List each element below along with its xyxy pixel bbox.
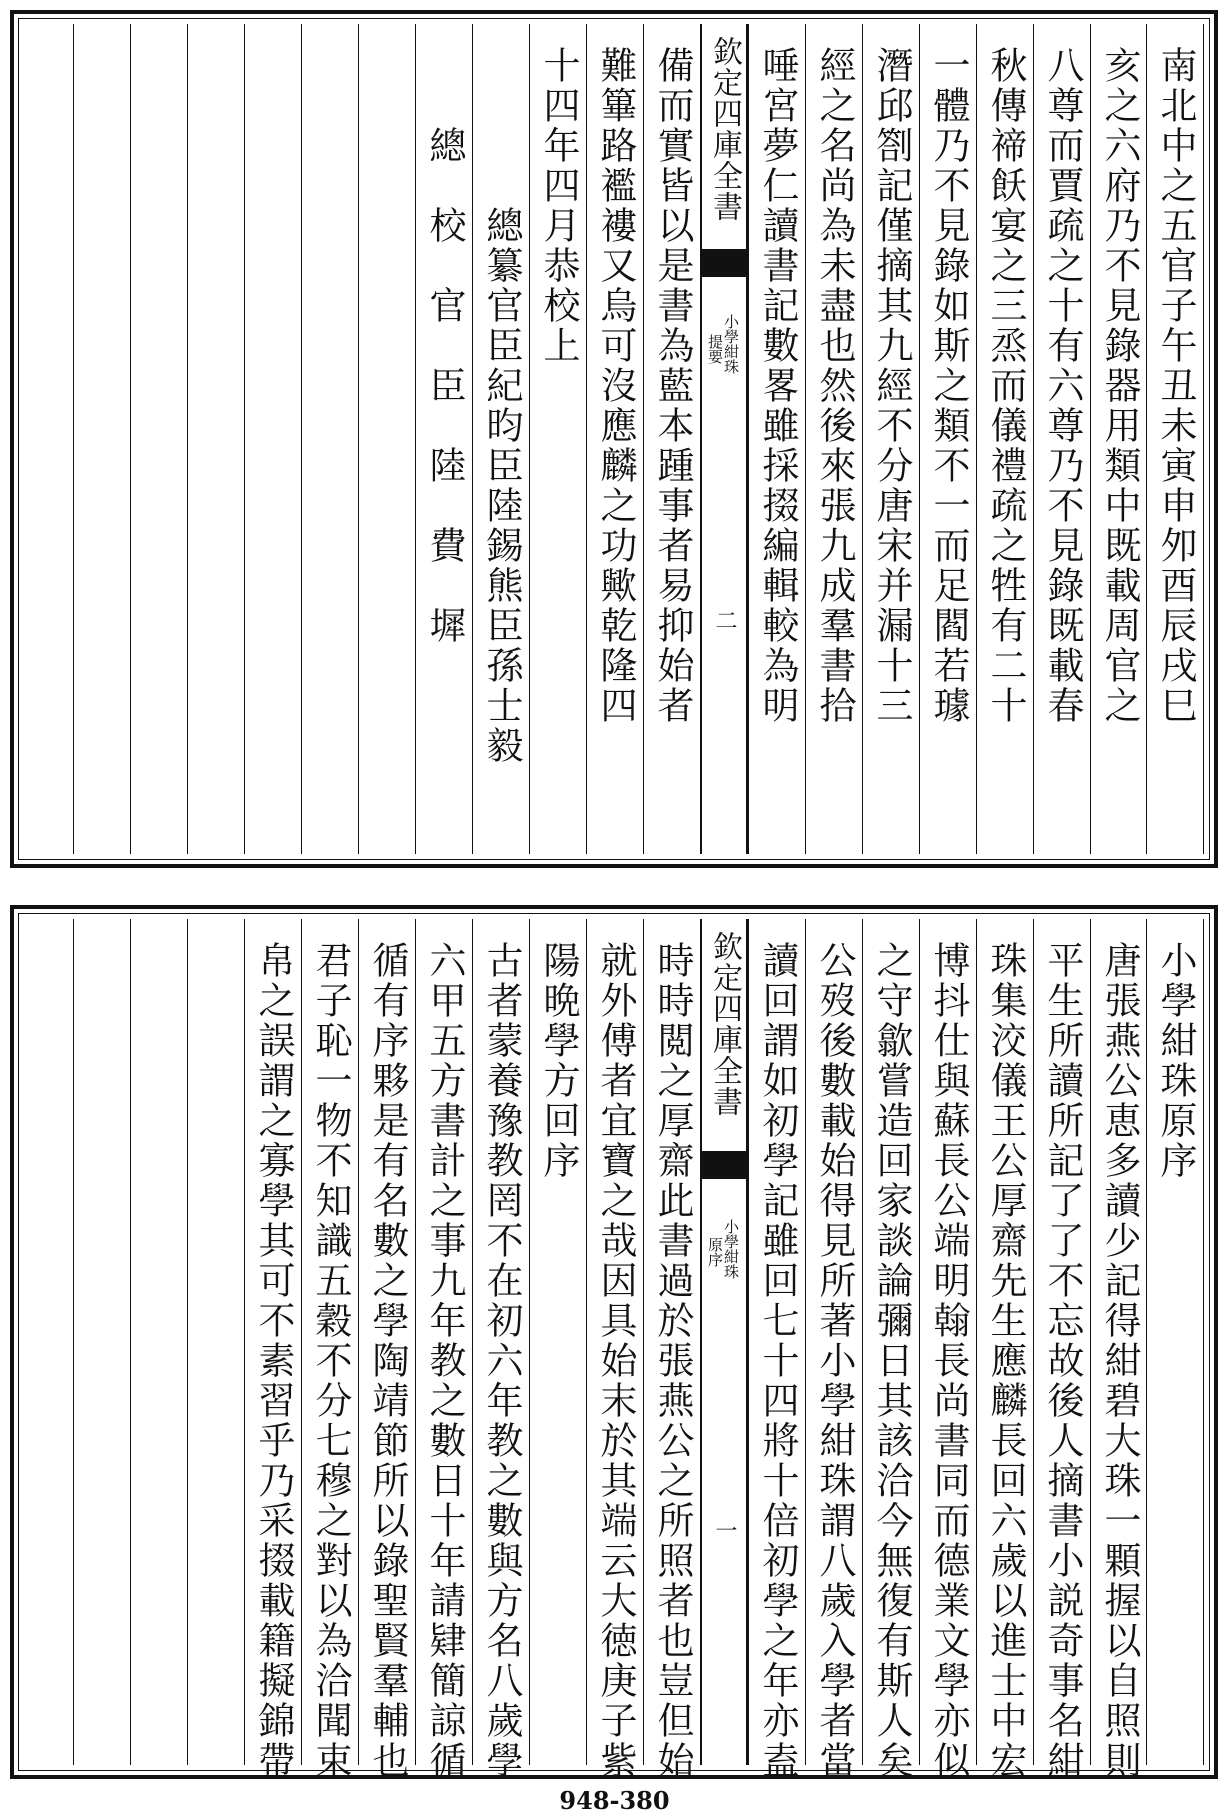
preface-title: 小學紺珠原序 (1154, 941, 1197, 1181)
text-column (919, 919, 976, 1781)
text-column (1146, 24, 1204, 854)
center-fold (700, 919, 748, 1765)
text-column (244, 919, 301, 1781)
text-column (976, 24, 1033, 854)
column-text: 總纂官臣紀昀臣陸錫熊臣孫士毅 (480, 46, 523, 766)
text-column (73, 919, 130, 1765)
text-column (862, 24, 919, 854)
column-text: 秋傳禘飫宴之三烝而儀禮疏之牲有二十 (984, 46, 1027, 726)
text-column (919, 24, 976, 854)
column-text: 珠集洨儀王公厚齋先生應麟長回六歲以進士中宏 (984, 941, 1027, 1781)
text-column (643, 24, 700, 854)
page-number: 948-380 (559, 1786, 670, 1815)
text-column (244, 24, 301, 854)
text-column (529, 24, 586, 854)
text-column (586, 919, 643, 1781)
column-text: 循有序夥是有名數之學陶靖節所以錄聖賢羣輔也 (366, 941, 409, 1781)
text-column (1033, 919, 1090, 1781)
text-column (472, 24, 529, 854)
text-column (1146, 919, 1204, 1765)
column-text: 總 校 官 臣 陸 費 墀 (423, 46, 466, 646)
column-text: 亥之六府乃不見錄器用類中既載周官之 (1098, 46, 1141, 726)
center-subtitle: 小學紺珠 (722, 1219, 740, 1279)
text-column (586, 24, 643, 854)
text-column (301, 919, 358, 1781)
column-text: 平生所讀所記了了不忘故後人摘書小説奇事名紺 (1041, 941, 1084, 1781)
text-column (1090, 919, 1147, 1781)
fishtail-mark (702, 249, 746, 277)
column-text: 十四年四月恭校上 (537, 46, 580, 366)
bottom-page (10, 905, 1218, 1779)
column-text: 帛之誤謂之寡學其可不素習乎乃采掇載籍擬錦帶 (252, 941, 295, 1781)
bottom-page-body (24, 919, 1204, 1781)
column-text: 六甲五方書計之事九年教之數日十年請肄簡諒循 (423, 941, 466, 1781)
text-column (1033, 24, 1090, 854)
text-column (748, 919, 805, 1781)
text-column (862, 919, 919, 1781)
top-page (10, 10, 1218, 868)
column-text: 唐張燕公恵多讀少記得紺碧大珠一顆握以自照則 (1098, 941, 1141, 1781)
center-fold (700, 24, 748, 854)
text-column (187, 919, 244, 1765)
text-column (301, 24, 358, 854)
column-text: 公歿後數載始得見所著小學紺珠謂八歲入學者當 (813, 941, 856, 1781)
center-section: 原序 (706, 1237, 724, 1267)
column-text: 之守歙嘗造回家談論彌日其該洽今無復有斯人矣 (870, 941, 913, 1781)
text-column (415, 919, 472, 1781)
column-text: 陽晩學方回序 (537, 941, 580, 1181)
text-column (976, 919, 1033, 1781)
column-text: 潛邱劄記僅摘其九經不分唐宋并漏十三 (870, 46, 913, 726)
column-text: 八尊而賈疏之十有六尊乃不見錄既載春 (1041, 46, 1084, 726)
text-column (472, 919, 529, 1781)
column-text: 一體乃不見錄如斯之類不一而足閻若璩 (927, 46, 970, 726)
column-text: 唾宮夢仁讀書記數畧雖採掇編輯較為明 (756, 46, 799, 726)
text-column (187, 24, 244, 854)
text-column (529, 919, 586, 1765)
center-subtitle: 小學紺珠 (722, 314, 740, 374)
column-text: 南北中之五官子午丑未寅申夘酉辰戌巳 (1154, 46, 1197, 726)
text-column (748, 24, 805, 854)
text-column (130, 919, 187, 1765)
column-text: 君子恥一物不知識五穀不分七穆之對以為洽聞束 (309, 941, 352, 1781)
column-text: 博抖仕與蘇長公端明翰長尚書同而德業文學亦似 (927, 941, 970, 1781)
center-title: 欽定四庫全書 (707, 36, 742, 222)
column-text: 難篳路襤褸又烏可沒應麟之功歟乾隆四 (594, 46, 637, 726)
fishtail-mark (702, 1151, 746, 1179)
column-text: 時時閲之厚齋此書過於張燕公之所照者也豈但始 (651, 941, 694, 1781)
text-column (805, 919, 862, 1781)
center-page-number: 一 (712, 1519, 737, 1541)
center-page-number: 二 (712, 609, 737, 631)
text-column (643, 919, 700, 1781)
center-section: 提要 (706, 334, 724, 364)
text-column (358, 919, 415, 1781)
text-column (358, 24, 415, 854)
text-column (1090, 24, 1147, 854)
top-page-body (24, 24, 1204, 854)
column-text: 讀回謂如初學記雖回七十四將十倍初學之年亦盍 (756, 941, 799, 1781)
column-text: 就外傅者宜寶之哉因具始末於其端云大徳庚子紫 (594, 941, 637, 1781)
text-column (805, 24, 862, 854)
center-title: 欽定四庫全書 (707, 931, 742, 1117)
column-text: 古者蒙養豫教罔不在初六年教之數與方名八歲學 (480, 941, 523, 1781)
column-text: 經之名尚為未盡也然後來張九成羣書拾 (813, 46, 856, 726)
text-column (130, 24, 187, 854)
text-column (73, 24, 130, 854)
text-column (415, 24, 472, 854)
column-text: 備而實皆以是書為藍本踵事者易抑始者 (651, 46, 694, 726)
